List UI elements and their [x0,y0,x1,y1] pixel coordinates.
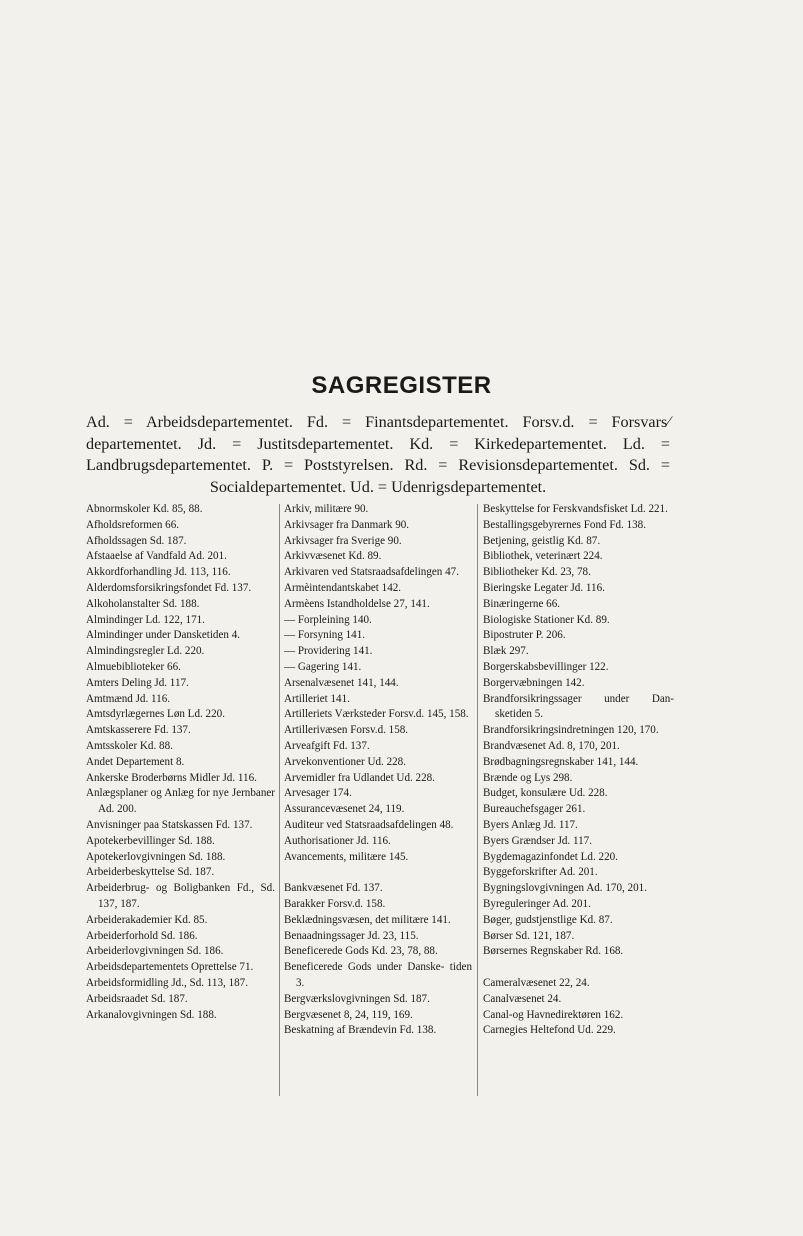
index-entry: Arbeiderbrug- og Boligbanken Fd., Sd. 137, 187. [86,882,275,910]
index-entry: Arkivaren ved Statsraadsafdelingen 47. [284,566,459,579]
index-entry: Arsenalvæsenet 141, 144. [284,676,399,689]
index-entry: Benaadningssager Jd. 23, 115. [284,929,419,942]
index-entry: Arkivsager fra Danmark 90. [284,518,410,531]
index-entry: Bøger, gudstjenstlige Kd. 87. [483,913,613,926]
index-entry: Apotekerbevillinger Sd. 188. [86,834,215,847]
index-entry: Borgervæbningen 142. [483,676,585,689]
index-entry: Afstaaelse af Vandfald Ad. 201. [86,550,227,563]
index-entry: Byers Grændser Jd. 117. [483,834,592,847]
index-entry: Afholdssagen Sd. 187. [86,534,187,547]
index-column-2 [284,502,472,1039]
index-entry: Arbeidsdepartementets Oprettelse 71. [86,961,254,974]
index-entry: Almindinger Ld. 122, 171. [86,613,205,626]
index-entry: Brandvæsenet Ad. 8, 170, 201. [483,739,620,752]
index-entry: Auditeur ved Statsraadsafdelingen 48. [284,818,454,831]
index-entry: Arbeidsformidling Jd., Sd. 113, 187. [86,976,248,989]
index-entry: Canalvæsenet 24. [483,992,562,1005]
index-entry: Armèintendantskabet 142. [284,581,402,594]
abbreviations-legend: Ad. = Arbeidsdepartementet. Fd. = Finantsdepartementet. Forsv.d. = Forsvars⁄ departementet. Jd. = Justitsdepartementet. Kd. = Kirkedepartementet. Ld. = Landbrugsdepartementet. P. = Poststyrelsen. Rd. = Revisionsdepartementet. Sd. = Socialdepartementet. Ud. = Udenrigsdepartementet. [86,413,670,496]
page-title: SAGREGISTER [311,372,492,399]
index-entry: Budget, konsulære Ud. 228. [483,787,608,800]
index-entry: Barakker Forsv.d. 158. [284,897,386,910]
index-entry: Borgerskabsbevillinger 122. [483,660,609,673]
index-entry: Amtmænd Jd. 116. [86,692,171,705]
index-entry: Bureauchefsgager 261. [483,803,586,816]
index-entry: Bygningslovgivningen Ad. 170, 201. [483,882,647,895]
index-entry: Arveafgift Fd. 137. [284,739,370,752]
index-entry: Afholdsreformen 66. [86,518,180,531]
index-entry: Bankvæsenet Fd. 137. [284,882,383,895]
index-entry: Bibliothek, veterinært 224. [483,550,603,563]
index-entry: — Gagering 141. [284,660,362,673]
index-entry: Arbeiderbeskyttelse Sd. 187. [86,866,215,879]
index-entry: Andet Departement 8. [86,755,185,768]
index-entry: Arkivsager fra Sverige 90. [284,534,402,547]
index-column-1 [86,502,275,1023]
index-entry: Arvekonventioner Ud. 228. [284,755,407,768]
index-entry: Arkiv, militære 90. [284,503,369,515]
index-entry: — Forpleining 140. [284,613,372,626]
index-columns [86,502,676,1102]
index-entry: Børsernes Regnskaber Rd. 168. [483,945,624,958]
index-entry: Cameralvæsenet 22, 24. [483,976,590,989]
index-entry: Byers Anlæg Jd. 117. [483,818,578,831]
index-entry: Bergværkslovgivningen Sd. 187. [284,992,430,1005]
index-entry: Brandforsikringssager under Dan- sketiden 5. [483,692,674,721]
index-entry: Avancements, militære 145. [284,850,409,863]
index-entry: Biologiske Stationer Kd. 89. [483,613,610,626]
index-entry: Artilleriet 141. [284,692,350,705]
index-entry: Beskatning af Brændevin Fd. 138. [284,1024,437,1037]
index-column-3 [483,502,674,1039]
index-entry: Beklædningsvæsen, det militære 141. [284,913,451,926]
index-entry: Artilleriets Værksteder Forsv.d. 145, 158. [284,708,469,721]
index-entry: Beskyttelse for Ferskvandsfisket Ld. 221. [483,503,668,515]
index-entry: Amtsdyrlægernes Løn Ld. 220. [86,708,225,721]
index-entry: Arbeiderforhold Sd. 186. [86,929,198,942]
index-entry: Arkivvæsenet Kd. 89. [284,550,382,563]
index-entry: Anlægsplaner og Anlæg for nye Jernbaner Ad. 200. [86,787,275,816]
index-entry: Bygdemagazinfondet Ld. 220. [483,850,618,863]
index-entry: Arbeiderakademier Kd. 85. [86,913,208,926]
index-entry: Amters Deling Jd. 117. [86,676,189,689]
index-entry: Authorisationer Jd. 116. [284,834,391,847]
index-entry: Bergvæsenet 8, 24, 119, 169. [284,1008,413,1021]
index-entry: Apotekerlovgivningen Sd. 188. [86,850,226,863]
index-entry: Almindinger under Dansketiden 4. [86,629,241,642]
index-entry: Byreguleringer Ad. 201. [483,897,591,910]
index-entry: Alderdomsforsikringsfondet Fd. 137. [86,581,252,594]
index-entry: Arbeiderlovgivningen Sd. 186. [86,945,224,958]
index-entry: Amtsskoler Kd. 88. [86,739,173,752]
index-entry: Anvisninger paa Statskassen Fd. 137. [86,818,253,831]
index-entry: Arbeidsraadet Sd. 187. [86,992,188,1005]
index-entry: Bibliotheker Kd. 23, 78. [483,566,591,579]
index-entry: Abnormskoler Kd. 85, 88. [86,503,203,515]
index-entry: Beneficerede Gods under Danske- tiden 3. [284,961,472,989]
section-gap [483,960,674,976]
index-entry: Akkordforhandling Jd. 113, 116. [86,566,231,579]
index-entry: Canal-og Havnedirektøren 162. [483,1008,624,1021]
index-entry: Almindingsregler Ld. 220. [86,645,205,658]
index-entry: Beneficerede Gods Kd. 23, 78, 88. [284,945,438,958]
index-entry: Amtskasserere Fd. 137. [86,724,191,737]
index-entry: Almuebiblioteker 66. [86,660,181,673]
index-entry: Bipostruter P. 206. [483,629,566,642]
index-entry: Armèens Istandholdelse 27, 141. [284,597,430,610]
index-entry: Arvesager 174. [284,787,352,800]
index-entry: Bestallingsgebyrernes Fond Fd. 138. [483,518,647,531]
section-gap [284,865,472,881]
index-entry: — Forsyning 141. [284,629,366,642]
index-entry: — Providering 141. [284,645,373,658]
index-entry: Ankerske Broderbørns Midler Jd. 116. [86,771,257,784]
index-entry: Alkoholanstalter Sd. 188. [86,597,200,610]
index-entry: Arvemidler fra Udlandet Ud. 228. [284,771,435,784]
index-entry: Blæk 297. [483,645,529,658]
index-entry: Carnegies Heltefond Ud. 229. [483,1024,616,1037]
index-entry: Brænde og Lys 298. [483,771,573,784]
column-divider [279,504,280,1096]
index-entry: Brandforsikringsindretningen 120, 170. [483,724,659,737]
index-entry: Børser Sd. 121, 187. [483,929,575,942]
index-entry: Assurancevæsenet 24, 119. [284,803,405,816]
index-entry: Binæringerne 66. [483,597,561,610]
column-divider [477,504,478,1096]
index-entry: Arkanalovgivningen Sd. 188. [86,1008,217,1021]
index-entry: Betjening, geistlig Kd. 87. [483,534,601,547]
index-entry: Artillerivæsen Forsv.d. 158. [284,724,409,737]
index-entry: Byggeforskrifter Ad. 201. [483,866,598,879]
index-entry: Bieringske Legater Jd. 116. [483,581,605,594]
index-entry: Brødbagningsregnskaber 141, 144. [483,755,639,768]
